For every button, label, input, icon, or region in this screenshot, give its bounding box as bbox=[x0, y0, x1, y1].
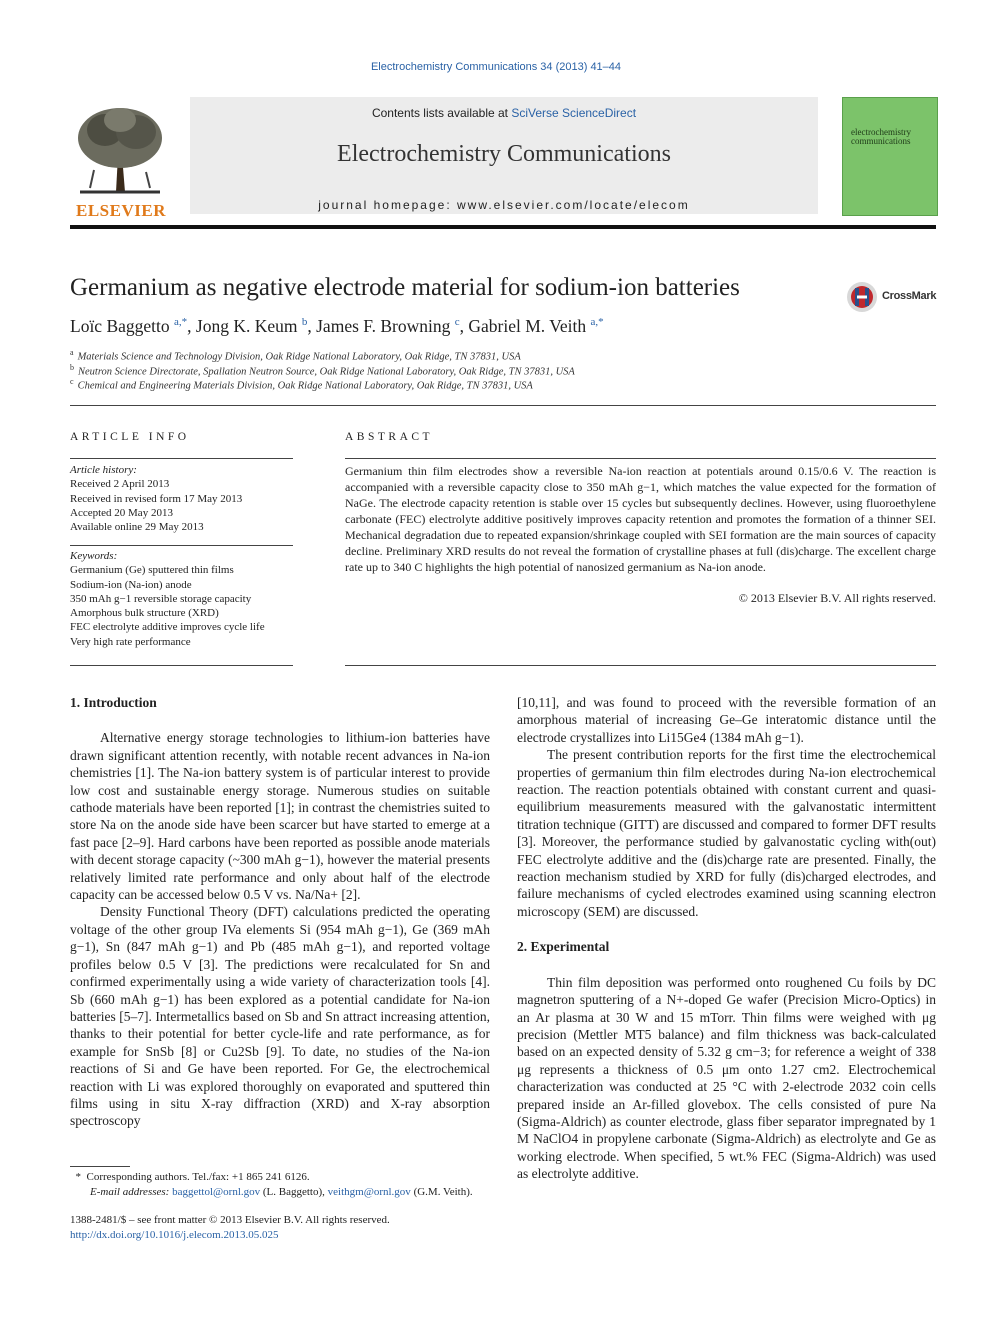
journal-title: Electrochemistry Communications bbox=[337, 141, 671, 167]
sciencedirect-link[interactable]: SciVerse ScienceDirect bbox=[511, 106, 637, 120]
journal-homepage-link[interactable]: journal homepage: www.elsevier.com/locate/elecom bbox=[318, 198, 690, 212]
author-affiliation-mark[interactable]: a,* bbox=[174, 316, 188, 329]
author-name[interactable]: James F. Browning bbox=[316, 316, 451, 336]
crossmark-label: CrossMark bbox=[882, 290, 937, 302]
contents-prefix: Contents lists available at bbox=[371, 106, 512, 120]
divider bbox=[70, 405, 936, 406]
paragraph: Density Functional Theory (DFT) calculations predicted the operating voltage of the other group IVa elements Si (954 mAh g−1), Ge (369 mAh g−1), Sn (847 mAh g−1) and Pb (485 mAh g−1), and reported voltage profiles below 0.5 V [3]. The predictions were recalculated for Sn and confirmed experimentally using a wide variety of characterization tools [4]. Sb (660 mAh g−1) has been explored as a potential candidate for Na-ion batteries [5–7]. Intermetallics based on Sb and Sn attract increasing attention, thanks to their potential for better cycle-life and rate performance, as for example for SnSb [8] or Cu2Sb [9]. To date, no studies of the Na-ion reactions of Si and Ge have been reported. For Ge, the electrochemical reaction with Li was explored thoroughly on evaporated and sputtered thin films using in situ X-ray diffraction (XRD) and X-ray absorption spectroscopy bbox=[70, 904, 490, 1129]
footnotes bbox=[70, 1170, 490, 1200]
divider bbox=[70, 458, 293, 459]
body-column-right bbox=[517, 694, 936, 1183]
keyword: Germanium (Ge) sputtered thin films bbox=[70, 564, 234, 577]
copyright: © 2013 Elsevier B.V. All rights reserved. bbox=[738, 591, 936, 605]
paragraph: Thin film deposition was performed onto roughened Cu foils by DC magnetron sputtering of a N+-doped Ge wafer (Precision Micro-Optics) in an Ar plasma at 30 W and 15 mTorr. Thin films were weighed with μg precision (Mettler MT5 balance) and film thickness was back-calculated based on an expected density of 5.32 g cm−3; for reference a weight of 338 μg represents a thickness of 0.5 μm onto 1.27 cm2. Electrochemical characterization was conducted at 25 °C with 2-electrode 2032 coin cells prepared inside an Ar-filled glovebox. The cells consisted of pure Na (Sigma-Aldrich) as counter electrode, glass fiber separator impregnated by 1 M NaClO4 in propylene carbonate (Sigma-Aldrich) as electrolyte and Ge as working electrode. When specified, 5 wt.% FEC (Sigma-Aldrich) was used as electrolyte additive. bbox=[517, 974, 936, 1182]
article-info-heading: ARTICLE INFO bbox=[70, 431, 190, 443]
issn-line: 1388-2481/$ – see front matter © 2013 Elsevier B.V. All rights reserved. bbox=[70, 1214, 390, 1226]
divider bbox=[70, 665, 293, 666]
author-affiliation-mark[interactable]: c bbox=[454, 316, 460, 329]
author-name[interactable]: Gabriel M. Veith bbox=[468, 316, 587, 336]
doi-link[interactable]: http://dx.doi.org/10.1016/j.elecom.2013.05.025 bbox=[70, 1228, 279, 1241]
article-history bbox=[70, 463, 293, 534]
keywords bbox=[70, 549, 293, 649]
abstract-text: Germanium thin film electrodes show a reversible Na-ion reaction at potentials around 0.15/0.6 V. The reaction is accompanied with a reversible capacity close to 350 mAh g−1, which matches the value expected for the formation of NaGe. The electrode capacity retention is stable over 15 cycles but subsequently declines. However, using fluoroethylene carbonate (FEC) electrolyte additive positively improves capacity retention and promotes the formation of a thinner SEI. Mechanical degradation due to repeated expansion/shrinkage coupled with SEI formation are the main sources of capacity decline. Preliminary XRD results do not reveal the formation of crystalline phases at full (dis)charge. The excellent charge rate up to 340 C highlights the high potential of nanosized germanium as Na-ion anode. bbox=[345, 464, 936, 574]
history-label: Article history: bbox=[70, 464, 137, 476]
history-item: Received 2 April 2013 bbox=[70, 478, 170, 491]
page-footer bbox=[70, 1213, 490, 1242]
keyword: Sodium-ion (Na-ion) anode bbox=[70, 578, 192, 591]
paragraph: The present contribution reports for the first time the electrochemical properties of germanium thin film electrodes during Na-ion electrochemical reaction. The reaction potentials obtained with constant current and quasi-equilibrium measurements measured with the galvanostatic intermittent titration technique (GITT) are discussed and compared to former DFT results [3]. Moreover, the performance studied by galvanostatic cycling with(out) FEC electrolyte additive and the (dis)charge rate are presented. Finally, the reaction mechanism studied by XRD for fully (dis)charged electrodes, and failure mechanisms of cycled electrodes examined using scanning electron microscopy (SEM) are discussed. bbox=[517, 747, 936, 919]
crossmark-icon bbox=[846, 280, 878, 314]
journal-reference-link[interactable]: Electrochemistry Communications 34 (2013) 41–44 bbox=[370, 61, 622, 73]
author-affiliation-mark[interactable]: b bbox=[301, 316, 308, 329]
history-item: Available online 29 May 2013 bbox=[70, 521, 204, 534]
elsevier-logo[interactable] bbox=[70, 100, 172, 218]
affiliation: $^c$ Chemical and Engineering Materials Division, Oak Ridge National Laboratory, Oak Ridge, TN 37831, USA bbox=[70, 377, 533, 392]
publisher-wordmark: ELSEVIER bbox=[76, 201, 166, 220]
divider bbox=[345, 665, 936, 666]
elsevier-tree-icon bbox=[70, 100, 170, 196]
author-name[interactable]: Jong K. Keum bbox=[195, 316, 298, 336]
header-divider bbox=[70, 225, 936, 229]
cover-title: electrochemistry communications bbox=[851, 127, 911, 146]
journal-header-box bbox=[190, 97, 818, 214]
keyword: FEC electrolyte additive improves cycle life bbox=[70, 621, 265, 634]
email-link[interactable]: veithgm@ornl.gov bbox=[327, 1186, 411, 1198]
section-heading: 2. Experimental bbox=[517, 939, 610, 955]
contents-line bbox=[190, 106, 818, 120]
keyword: 350 mAh g−1 reversible storage capacity bbox=[70, 592, 252, 605]
keywords-label: Keywords: bbox=[70, 550, 118, 562]
history-item: Received in revised form 17 May 2013 bbox=[70, 492, 243, 505]
author-name[interactable]: Loïc Baggetto bbox=[70, 316, 170, 336]
keyword: Amorphous bulk structure (XRD) bbox=[70, 607, 219, 620]
paragraph: [10,11], and was found to proceed with the reversible formation of an amorphous material of increasing Ge–Ge interatomic distance until the electrode crystallizes into Li15Ge4 (1384 mAh g−1). bbox=[517, 695, 936, 745]
history-item: Accepted 20 May 2013 bbox=[70, 506, 173, 519]
body-column-left bbox=[70, 694, 490, 1130]
author-affiliation-mark[interactable]: a,* bbox=[590, 316, 604, 329]
author-list: Loïc Baggetto $^{a,*}$, Jong K. Keum $^b$, James F. Browning $^c$, Gabriel M. Veith $^{a,*}$ bbox=[70, 316, 604, 336]
corresponding-author-note: * Corresponding authors. Tel./fax: +1 865 241 6126. bbox=[70, 1171, 310, 1183]
affiliation: $^b$ Neutron Science Directorate, Spallation Neutron Source, Oak Ridge National Laboratory, Oak Ridge, TN 37831, USA bbox=[70, 363, 575, 378]
section-heading: 1. Introduction bbox=[70, 695, 157, 710]
divider bbox=[70, 545, 293, 546]
abstract-heading: ABSTRACT bbox=[345, 431, 434, 443]
email-note: E-mail addresses: baggettol@ornl.gov (L. Baggetto), veithgm@ornl.gov (G.M. Veith). bbox=[90, 1186, 473, 1198]
article-title: Germanium as negative electrode material for sodium-ion batteries bbox=[70, 274, 740, 301]
affiliation: $^a$ Materials Science and Technology Division, Oak Ridge National Laboratory, Oak Ridge, TN 37831, USA bbox=[70, 348, 521, 363]
email-link[interactable]: baggettol@ornl.gov bbox=[172, 1186, 261, 1198]
journal-cover-thumbnail[interactable] bbox=[842, 97, 938, 216]
crossmark-badge[interactable] bbox=[846, 280, 936, 314]
divider bbox=[345, 458, 936, 459]
footnote-divider bbox=[70, 1166, 130, 1167]
paragraph: Alternative energy storage technologies to lithium-ion batteries have drawn significant attention recently, with notable recent advances in Na-ion chemistries [1]. The Na-ion battery system is of particular interest to provide low cost and sustainable energy storage. Numerous studies on suitable cathode materials have been reported [1]; in contrast the chemistries suited to store Na on the anode side have been scarcer but have started to emerge at a fast pace [2–9]. Hard carbons have been reported as possible anode materials with decent storage capacity (~300 mAh g−1), however the material presents relatively limited rate performance and only about half of the electrode capacity can be accessed below 0.5 V vs. Na/Na+ [2]. bbox=[70, 730, 490, 903]
keyword: Very high rate performance bbox=[70, 635, 191, 648]
